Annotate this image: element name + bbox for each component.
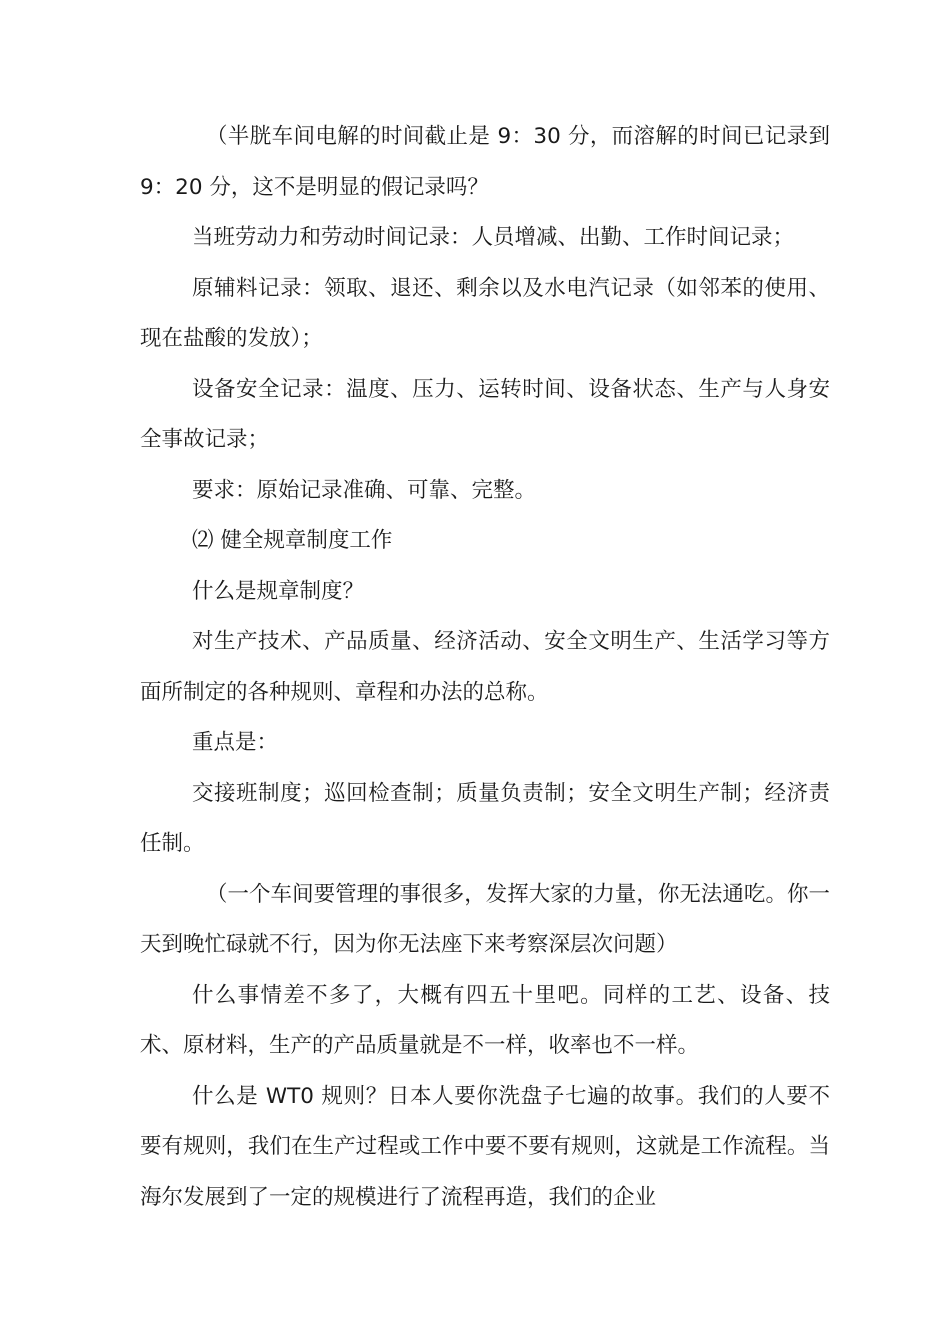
paragraph-what-are-rules: 什么是规章制度？ bbox=[192, 578, 365, 604]
paragraph-rules-definition: 对生产技术、产品质量、经济活动、安全文明生产、生活学习等方面所制定的各种规则、章程和办法的总称。 bbox=[140, 629, 830, 705]
paragraph-key-points-label: 重点是： bbox=[192, 730, 279, 755]
paragraph-key-systems: 交接班制度；巡回检查制；质量负责制；安全文明生产制；经济责任制。 bbox=[140, 780, 830, 856]
paragraph-workshop-note: （一个车间要管理的事很多，发挥大家的力量，你无法通吃。你一天到晚忙碌就不行，因为你无法座下来考察深层次问题） bbox=[140, 881, 830, 957]
paragraph-quality-difference: 什么事情差不多了，大概有四五十里吧。同样的工艺、设备、技术、原材料，生产的产品质量就是不一样，收率也不一样。 bbox=[140, 982, 830, 1058]
paragraph-equipment-safety-records: 设备安全记录：温度、压力、运转时间、设备状态、生产与人身安全事故记录； bbox=[140, 376, 830, 452]
document-page bbox=[140, 112, 830, 1223]
paragraph-fake-record-question: （半胱车间电解的时间截止是 9：30 分，而溶解的时间已记录到 9：20 分，这不是明显的假记录吗？ bbox=[140, 124, 830, 200]
paragraph-labor-records: 当班劳动力和劳动时间记录：人员增减、出勤、工作时间记录； bbox=[192, 225, 795, 250]
paragraph-wto-rules: 什么是 WT0 规则？日本人要你洗盘子七遍的故事。我们的人要不要有规则，我们在生产过程或工作中要不要有规则，这就是工作流程。当海尔发展到了一定的规模进行了流程再造，我们的企业 bbox=[140, 1083, 830, 1210]
paragraph-material-records: 原辅料记录：领取、退还、剩余以及水电汽记录（如邻苯的使用、现在盐酸的发放）； bbox=[140, 275, 830, 351]
paragraph-requirements: 要求：原始记录准确、可靠、完整。 bbox=[192, 477, 537, 503]
section-heading-rules: ⑵ 健全规章制度工作 bbox=[192, 528, 393, 553]
